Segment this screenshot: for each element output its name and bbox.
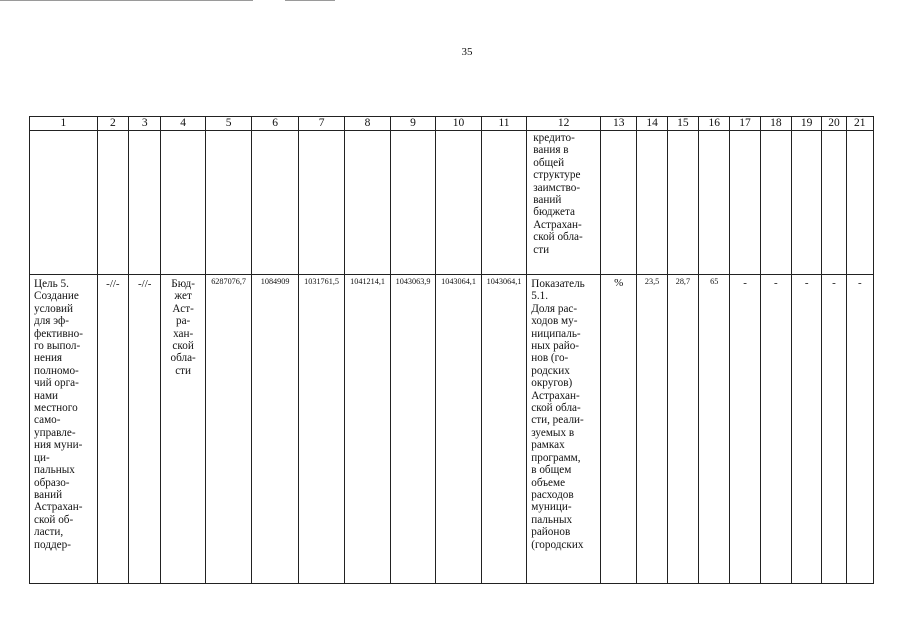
data-table xyxy=(29,116,874,584)
column-header: 5 xyxy=(205,117,251,131)
table-cell-amount: 1043064,1 xyxy=(436,275,481,584)
table-cell-value: 28,7 xyxy=(667,275,698,584)
goal-text: Цель 5. Создание условий для эф- фективно- го выпол- нения полномо- чий орга- нами местного само- управле- ния муни- ци- пальных образо- ваний Астрахан- ской об- ласти, поддер- xyxy=(34,278,83,551)
table-cell-amount: 6287076,7 xyxy=(205,275,251,584)
table-cell-unit: % xyxy=(601,275,637,584)
column-header: 11 xyxy=(481,117,526,131)
table-cell xyxy=(390,131,435,275)
table-cell xyxy=(601,131,637,275)
column-header: 1 xyxy=(30,117,98,131)
column-header: 15 xyxy=(667,117,698,131)
table-cell xyxy=(161,131,205,275)
table-cell-amount: 1043063,9 xyxy=(390,275,435,584)
table-cell xyxy=(481,131,526,275)
column-header: 2 xyxy=(97,117,128,131)
column-header: 18 xyxy=(760,117,791,131)
column-header: 20 xyxy=(822,117,846,131)
table-cell-indicator xyxy=(527,275,601,584)
table-row-goal-5 xyxy=(30,275,874,584)
table-cell-amount: 1031761,5 xyxy=(298,275,344,584)
header-row xyxy=(30,117,874,131)
column-header: 7 xyxy=(298,117,344,131)
column-header: 9 xyxy=(390,117,435,131)
table-cell xyxy=(97,131,128,275)
table-cell xyxy=(822,131,846,275)
table-cell-dash: - xyxy=(760,275,791,584)
column-header: 19 xyxy=(792,117,822,131)
funding-source-text: Бюд- жет Аст- ра- хан- ской обла- сти xyxy=(170,278,196,377)
table-cell-amount: 1043064,1 xyxy=(481,275,526,584)
table-cell xyxy=(205,131,251,275)
table-cell xyxy=(846,131,873,275)
table-cell xyxy=(792,131,822,275)
table-cell xyxy=(30,131,98,275)
table-cell-goal xyxy=(30,275,98,584)
column-header: 12 xyxy=(527,117,601,131)
table-cell-dash: - xyxy=(730,275,760,584)
column-header: 3 xyxy=(129,117,161,131)
table-cell xyxy=(129,131,161,275)
indicator-continued-text: кредито- вания в общей структуре заимство- ваний бюджета Астрахан- ской обла- сти xyxy=(533,132,583,256)
scan-edge-line-right xyxy=(285,0,335,1)
table-cell-dash: - xyxy=(822,275,846,584)
table-cell-amount: 1041214,1 xyxy=(345,275,390,584)
table-row-continued xyxy=(30,131,874,275)
table-cell xyxy=(252,131,298,275)
table-cell xyxy=(298,131,344,275)
indicator-text: Показатель 5.1. Доля рас- ходов му- ниципаль- ных райо- нов (го- родских округов) Астрахан- ской обла- сти, реали- зуемых в рамках программ, в общем объеме расходов муници- пальных районов (городских xyxy=(531,278,585,551)
table-cell-indicator-continued xyxy=(527,131,601,275)
column-header: 21 xyxy=(846,117,873,131)
column-header: 14 xyxy=(637,117,667,131)
table-cell-dash: - xyxy=(792,275,822,584)
table-cell-amount: 1084909 xyxy=(252,275,298,584)
table-cell-col3: -//- xyxy=(129,275,161,584)
table-cell xyxy=(637,131,667,275)
table-cell xyxy=(667,131,698,275)
table-cell-value: 65 xyxy=(699,275,730,584)
table-cell xyxy=(760,131,791,275)
column-header: 13 xyxy=(601,117,637,131)
scan-edge-line-left xyxy=(0,0,253,1)
table-cell-col2: -//- xyxy=(97,275,128,584)
table-cell xyxy=(436,131,481,275)
page-number: 35 xyxy=(461,46,473,58)
column-header: 10 xyxy=(436,117,481,131)
table-cell xyxy=(345,131,390,275)
table-cell-value: 23,5 xyxy=(637,275,667,584)
table-cell-funding-source xyxy=(161,275,205,584)
column-header: 16 xyxy=(699,117,730,131)
table-cell xyxy=(699,131,730,275)
table-cell-dash: - xyxy=(846,275,873,584)
table-cell xyxy=(730,131,760,275)
column-header: 6 xyxy=(252,117,298,131)
column-header: 8 xyxy=(345,117,390,131)
column-header: 4 xyxy=(161,117,205,131)
column-header: 17 xyxy=(730,117,760,131)
